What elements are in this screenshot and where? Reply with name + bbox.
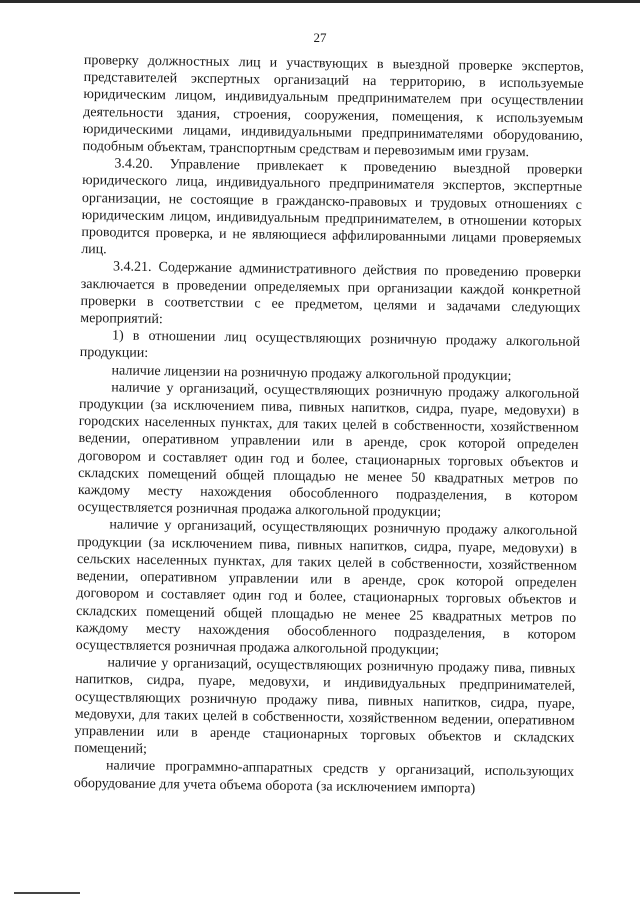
scan-edge-line	[0, 0, 640, 3]
paragraph-continuation: проверку должностных лиц и участвующих в выездной проверке экспертов, представителей экспертных организаций на территорию, в используемые юридическим лицом, индивидуальным предпринимателем при осуществлении деятельности здания, строения, сооружения, помещения, к используемым юридическими лицами, индивидуальными предпринимателями оборудованию, подобным объектам, транспортным средствам и перевозимым ими грузам.	[82, 52, 584, 161]
document-body	[74, 52, 584, 799]
requirement-urban-premises: наличие у организаций, осуществляющих розничную продажу алкогольной продукции (за исключением пива, пивных напитков, сидра, пуаре, медовухи) в городских населенных пунктах, для таких целей в собственности, хозяйственном ведении, оперативном управлении или в аренде, срок которой определен договором и составляет один год и более, стационарных торговых объектов и складских помещений общей площадью не менее 50 квадратных метров по каждому месту нахождения обособленного подразделения, в котором осуществляется розничная продажа алкогольной продукции;	[77, 380, 580, 521]
page-number: 27	[313, 30, 327, 45]
requirement-beer-premises: наличие у организаций, осуществляющих розничную продажу пива, пивных напитков, сидра, пуаре, медовухи, и индивидуальных предпринимателей, осуществляющих розничную продажу пива, пивных напитков, сидра, пуаре, медовухи, для таких целей в собственности, хозяйственном ведении, оперативном управлении или в аренде стационарных торговых объектов и складских помещений;	[74, 655, 576, 758]
list-item-1: 1) в отношении лиц осуществляющих розничную продажу алкогольной продукции:	[79, 328, 581, 362]
requirement-hardware: наличие программно-аппаратных средств у организаций, использующих оборудование для учета объема оборота (за исключением импорта)	[73, 758, 575, 797]
requirement-rural-premises: наличие у организаций, осуществляющих розничную продажу алкогольной продукции (за исключением пива, пивных напитков, сидра, пуаре, медовухи) в сельских населенных пунктах, для таких целей в собственности, хозяйственном ведении, оперативном управлении или в аренде, срок которой определен договором и составляет один год и более, стационарных торговых объектов и складских помещений общей площадью не менее 25 квадратных метров по каждому месту нахождения обособленного подразделения, в котором осуществляется розничная продажа алкогольной продукции;	[75, 517, 578, 658]
paragraph-3-4-21: 3.4.21. Содержание административного действия по проведению проверки заключается в проведении определяемых при организации каждой конкретной проверки в соответствии с ее предметом, целями и задачами следующих мероприятий:	[80, 259, 582, 328]
requirement-license: наличие лицензии на розничную продажу алкогольной продукции;	[111, 363, 512, 384]
paragraph-3-4-20: 3.4.20. Управление привлекает к проведению выездной проверки юридического лица, индивидуального предпринимателя экспертов, экспертные организации, не состоящие в гражданско-правовых и трудовых отношениях с юридическим лицом, индивидуальным предпринимателем, в отношении которых проводится проверка, и не являющиеся аффилированными лицами проверяемых лиц.	[81, 156, 583, 258]
footnote-separator	[14, 892, 80, 894]
